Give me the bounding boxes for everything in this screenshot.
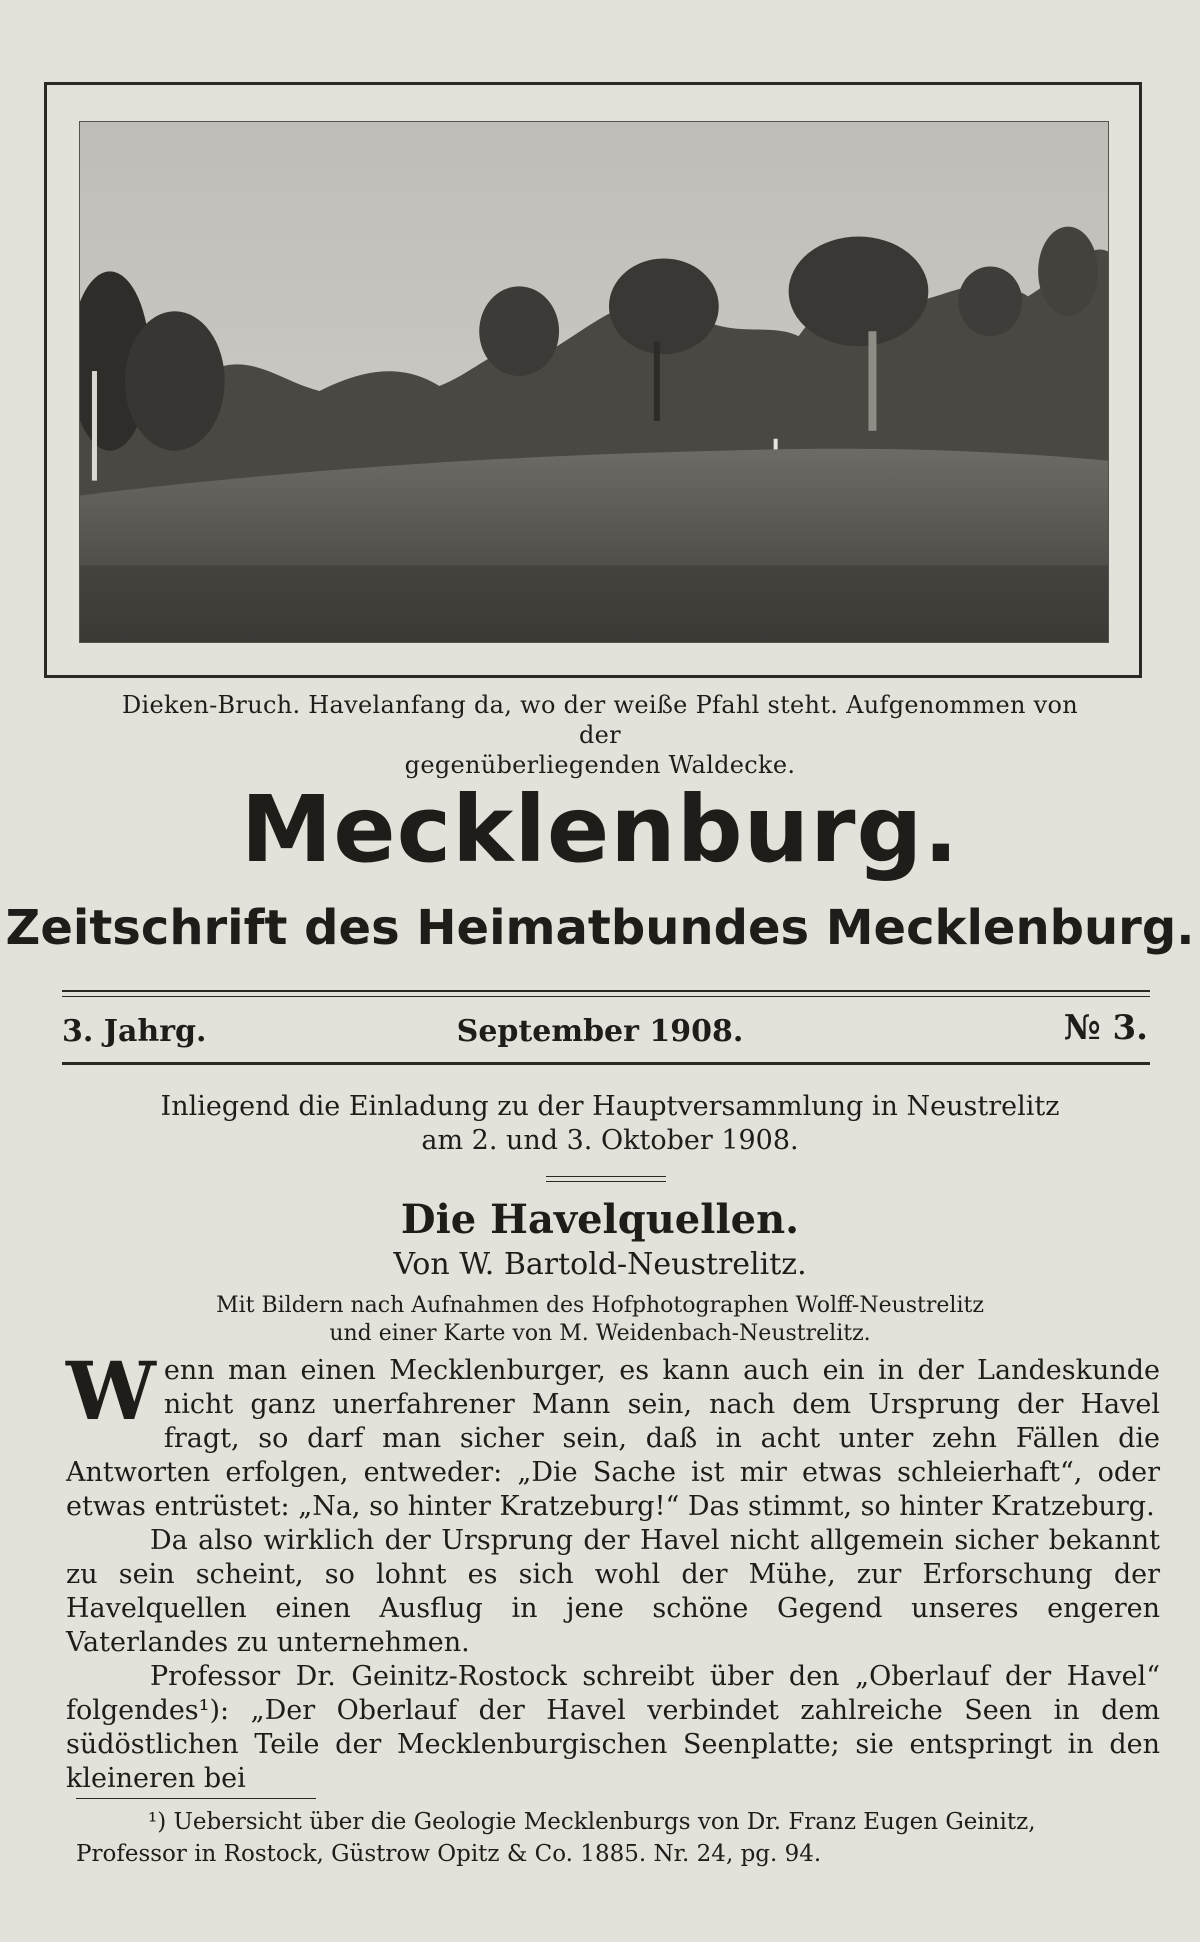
header-rule-bottom xyxy=(62,1062,1150,1065)
footnote xyxy=(76,1806,1166,1870)
photo-frame xyxy=(44,82,1142,678)
photo-caption-line1: Dieken-Bruch. Havelanfang da, wo der weiße Pfahl steht. Aufgenommen von der xyxy=(121,691,1079,749)
journal-subtitle: Zeitschrift des Heimatbundes Mecklenburg. xyxy=(5,900,1195,956)
section-divider xyxy=(546,1176,666,1182)
issue-number: № 3. xyxy=(1063,1008,1148,1048)
journal-title: Mecklenburg. xyxy=(240,776,960,883)
photo-caption xyxy=(100,690,1100,780)
issue-volume: 3. Jahrg. xyxy=(62,1014,207,1049)
article-author: Von W. Bartold-Neustrelitz. xyxy=(393,1247,807,1282)
article-paragraph-2: Da also wirklich der Ursprung der Havel nicht allgemein sicher bekannt zu sein scheint, so lohnt es sich wohl der Mühe, zur Erforschung der Havelquellen einen Ausflug in jene schöne Gegend unseres engeren Vaterlandes zu unternehmen. xyxy=(66,1525,1160,1658)
footnote-rule xyxy=(76,1798,316,1799)
footnote-line1 xyxy=(76,1806,1166,1838)
article-paragraph-1 xyxy=(66,1344,1160,1524)
footnote-line2: Professor in Rostock, Güstrow Opitz & Co. 1885. Nr. 24, pg. 94. xyxy=(76,1841,822,1867)
photo-caption-line2: gegenüberliegenden Waldecke. xyxy=(404,751,796,779)
article-title: Die Havelquellen. xyxy=(400,1196,800,1243)
article-credit xyxy=(150,1292,1050,1348)
drop-cap: W xyxy=(66,1344,156,1438)
meeting-notice-line2: am 2. und 3. Oktober 1908. xyxy=(421,1125,799,1156)
issue-date: September 1908. xyxy=(456,1014,744,1049)
landscape-photo xyxy=(79,121,1109,643)
header-rule-top-thin xyxy=(62,996,1150,997)
article-paragraph-3: Professor Dr. Geinitz-Rostock schreibt über den „Oberlauf der Havel“ folgendes¹): „Der Oberlauf der Havel verbindet zahlreiche Seen in dem südöstlichen Teile der Mecklenburgischen Seenplatte; sie entspringt in den kleineren bei xyxy=(66,1661,1160,1794)
footnote-line1-text: ¹) Uebersicht über die Geologie Mecklenburgs von Dr. Franz Eugen Geinitz, xyxy=(148,1809,1036,1835)
article-credit-line2: und einer Karte von M. Weidenbach-Neustrelitz. xyxy=(329,1321,871,1346)
article-body xyxy=(66,1344,1160,1796)
meeting-notice-line1: Inliegend die Einladung zu der Hauptversammlung in Neustrelitz xyxy=(160,1091,1060,1122)
landscape-photo-graphic xyxy=(80,122,1108,642)
article-paragraph-1-text: enn man einen Mecklenburger, es kann auch ein in der Landeskunde nicht ganz unerfahrener Mann sein, nach dem Ursprung der Havel fragt, so darf man sicher sein, daß in acht unter zehn Fällen die Antworten erfolgen, entweder: „Die Sache ist mir etwas schleierhaft“, oder etwas entrüstet: „Na, so hinter Kratzeburg!“ Das stimmt, so hinter Kratzeburg. xyxy=(66,1355,1160,1522)
meeting-notice xyxy=(120,1090,1100,1158)
article-credit-line1: Mit Bildern nach Aufnahmen des Hofphotographen Wolff-Neustrelitz xyxy=(216,1293,984,1318)
header-rule-top xyxy=(62,990,1150,992)
